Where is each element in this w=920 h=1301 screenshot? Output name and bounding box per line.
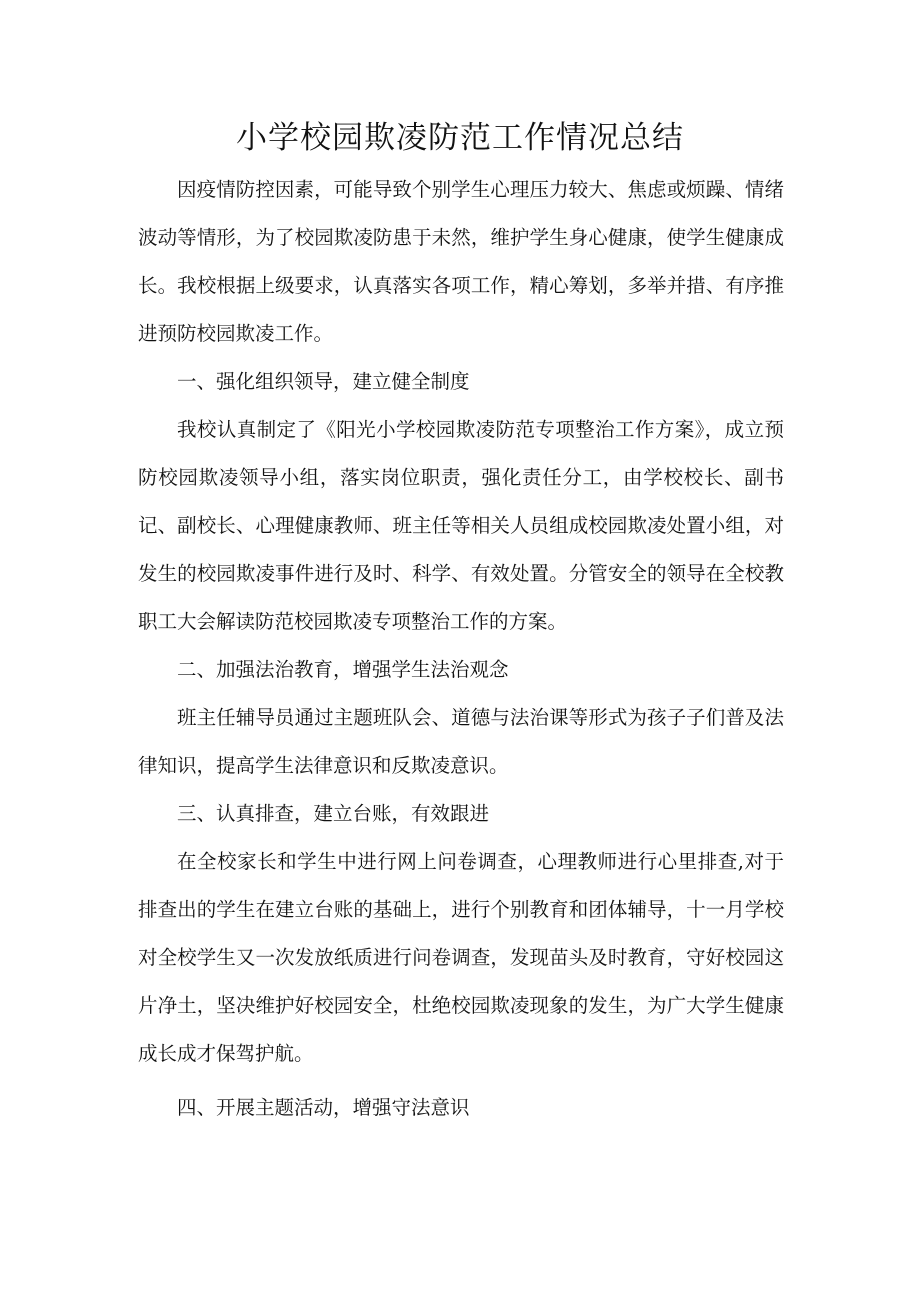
- section-heading-1: 一、强化组织领导，建立健全制度: [177, 370, 470, 393]
- document-body: [138, 166, 784, 1132]
- section-heading-2: 二、加强法治教育，增强学生法治观念: [177, 658, 509, 681]
- section-body-1: 我校认真制定了《阳光小学校园欺凌防范专项整治工作方案》，成立预防校园欺凌领导小组，落实岗位职责，强化责任分工，由学校校长、副书记、副校长、心理健康教师、班主任等相关人员组成校园欺凌处置小组，对发生的校园欺凌事件进行及时、科学、有效处置。分管安全的领导在全校教职工大会解读防范校园欺凌专项整治工作的方案。: [138, 418, 784, 633]
- document-title: 小学校园欺凌防范工作情况总结: [236, 120, 684, 156]
- section-heading-4: 四、开展主题活动，增强守法意识: [177, 1096, 470, 1119]
- section-body-3: 在全校家长和学生中进行网上问卷调查，心理教师进行心里排查,对于排查出的学生在建立台账的基础上，进行个别教育和团体辅导，十一月学校对全校学生又一次发放纸质进行问卷调查，发现苗头及时教育，守好校园这片净土，坚决维护好校园安全，杜绝校园欺凌现象的发生，为广大学生健康成长成才保驾护航。: [138, 850, 784, 1065]
- intro-paragraph: 因疫情防控因素，可能导致个别学生心理压力较大、焦虑或烦躁、情绪波动等情形，为了校园欺凌防患于未然，维护学生身心健康，使学生健康成长。我校根据上级要求，认真落实各项工作，精心筹划，多举并措、有序推进预防校园欺凌工作。: [138, 178, 784, 345]
- section-body-2: 班主任辅导员通过主题班队会、道德与法治课等形式为孩子子们普及法律知识，提高学生法律意识和反欺凌意识。: [138, 706, 784, 777]
- section-heading-3: 三、认真排查，建立台账，有效跟进: [177, 802, 490, 825]
